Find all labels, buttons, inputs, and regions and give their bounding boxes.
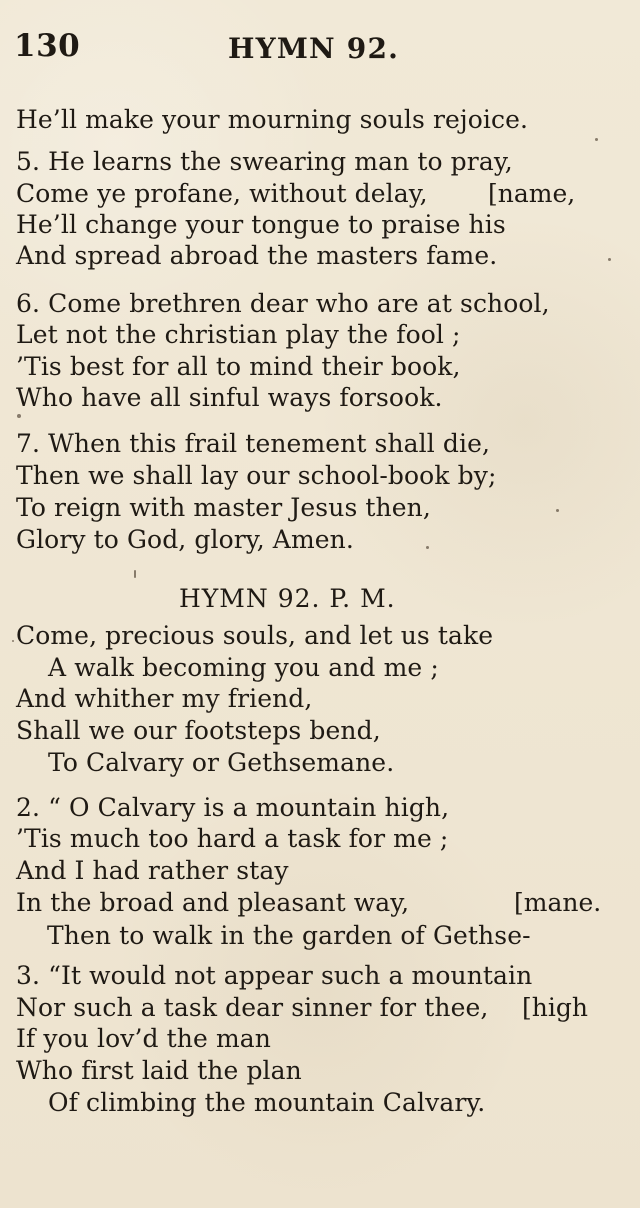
hymn92-stanza1-line3: And whither my friend, xyxy=(16,684,313,713)
hymn92-stanza3-line2-note: [high xyxy=(522,993,588,1022)
hymn92-stanza1-line2: A walk becoming you and me ; xyxy=(48,653,439,682)
hymn91-stanza5-line1: 5. He learns the swearing man to pray, xyxy=(16,147,513,176)
hymn91-continuation-line: He’ll make your mourning souls rejoice. xyxy=(16,105,529,134)
hymn92-heading: HYMN 92. P. M. xyxy=(179,584,396,613)
hymn92-stanza3-line3: If you lov’d the man xyxy=(16,1024,271,1053)
hymn91-stanza5-line3: He’ll change your tongue to praise his xyxy=(16,210,506,239)
hymn91-stanza6-line3: ’Tis best for all to mind their book, xyxy=(16,352,461,381)
hymn92-stanza3-line1: 3. “It would not appear such a mountain xyxy=(16,961,533,990)
ink-speck xyxy=(17,414,21,418)
hymn92-stanza1-line1: Come, precious souls, and let us take xyxy=(16,621,494,650)
ink-speck xyxy=(556,509,559,512)
hymn92-stanza1-line4: Shall we our footsteps bend, xyxy=(16,716,381,745)
hymn91-stanza6-line2: Let not the christian play the fool ; xyxy=(16,320,461,349)
hymn92-stanza3-line4: Who first laid the plan xyxy=(16,1056,302,1085)
hymn91-stanza6-line4: Who have all sinful ways forsook. xyxy=(16,383,443,412)
hymn92-stanza2-line2: ’Tis much too hard a task for me ; xyxy=(16,824,449,853)
hymn92-stanza2-line4-note: [mane. xyxy=(514,888,602,917)
ink-speck xyxy=(426,546,429,549)
hymn92-stanza2-line4: In the broad and pleasant way, xyxy=(16,888,410,917)
running-title: HYMN 92. xyxy=(228,32,400,65)
hymn91-stanza5-line2-note: [name, xyxy=(488,179,576,208)
hymn91-stanza5-line4: And spread abroad the masters fame. xyxy=(16,241,498,270)
ink-speck xyxy=(134,570,136,578)
hymn92-stanza2-line5: Then to walk in the garden of Gethse- xyxy=(47,921,531,950)
ink-speck xyxy=(12,640,14,642)
hymn91-stanza7-line3: To reign with master Jesus then, xyxy=(16,493,431,522)
page-header xyxy=(0,28,640,72)
ink-speck xyxy=(595,138,598,141)
hymn91-stanza7-line1: 7. When this frail tenement shall die, xyxy=(16,429,491,458)
hymn91-stanza7-line2: Then we shall lay our school-book by; xyxy=(16,461,497,490)
hymn92-stanza2-line3: And I had rather stay xyxy=(16,856,289,885)
hymn92-stanza1-line5: To Calvary or Gethsemane. xyxy=(48,748,395,777)
hymn92-stanza3-line5: Of climbing the mountain Calvary. xyxy=(48,1088,486,1117)
page-number: 130 xyxy=(14,28,81,64)
ink-speck xyxy=(608,258,611,261)
hymn91-stanza6-line1: 6. Come brethren dear who are at school, xyxy=(16,289,550,318)
hymn92-stanza3-line2: Nor such a task dear sinner for thee, xyxy=(16,993,489,1022)
hymn91-stanza5-line2: Come ye profane, without delay, xyxy=(16,179,428,208)
hymn91-stanza7-line4: Glory to God, glory, Amen. xyxy=(16,525,354,554)
hymn92-stanza2-line1: 2. “ O Calvary is a mountain high, xyxy=(16,793,450,822)
